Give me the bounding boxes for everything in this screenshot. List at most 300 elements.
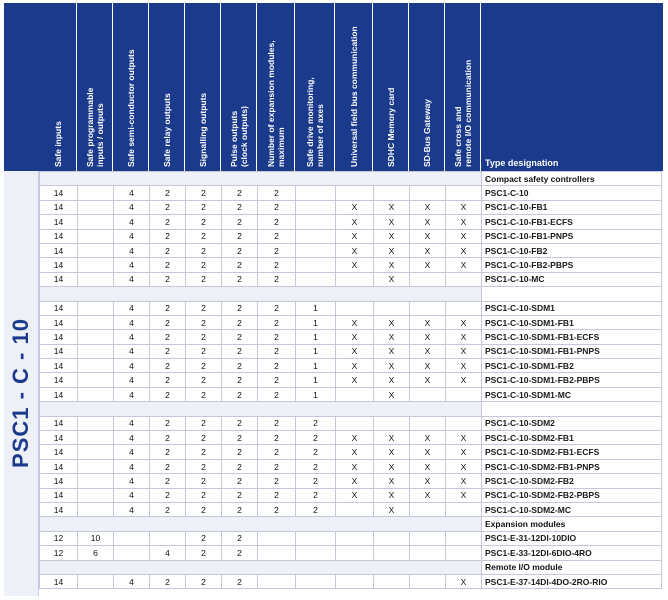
spacer-cell — [482, 287, 662, 301]
type-designation-cell: PSC1-E-33-12DI-6DIO-4RO — [482, 546, 662, 560]
type-designation-cell: PSC1-C-10-SDM2-FB1-ECFS — [482, 445, 662, 459]
table-cell: 4 — [114, 344, 150, 358]
table-cell: 4 — [114, 315, 150, 329]
table-cell — [410, 186, 446, 200]
table-cell — [446, 416, 482, 430]
table-cell: X — [374, 243, 410, 257]
table-cell — [296, 546, 336, 560]
table-cell: X — [374, 445, 410, 459]
table-cell: 4 — [114, 272, 150, 286]
table-cell: 2 — [258, 215, 296, 229]
spacer-row — [40, 402, 662, 416]
header-col-9 — [335, 3, 373, 171]
table-cell: 2 — [258, 459, 296, 473]
table-cell: 2 — [150, 200, 186, 214]
table-cell: 2 — [186, 272, 222, 286]
table-cell: 14 — [40, 574, 78, 588]
table-row — [40, 445, 662, 459]
table-cell: 14 — [40, 258, 78, 272]
table-cell: 2 — [222, 215, 258, 229]
table-cell: 2 — [150, 258, 186, 272]
table-cell — [78, 243, 114, 257]
table-cell: 2 — [186, 215, 222, 229]
table-cell: 4 — [114, 243, 150, 257]
table-cell: 2 — [222, 344, 258, 358]
table-cell: 14 — [40, 359, 78, 373]
table-cell — [78, 387, 114, 401]
table-cell: 2 — [150, 574, 186, 588]
header-col-label: SDHC Memory card — [385, 87, 396, 167]
table-row — [40, 215, 662, 229]
table-cell: X — [410, 243, 446, 257]
table-cell: 2 — [186, 546, 222, 560]
table-cell — [78, 373, 114, 387]
table-cell: 12 — [40, 531, 78, 545]
type-designation-cell: PSC1-C-10-SDM2-MC — [482, 502, 662, 516]
table-cell: 4 — [114, 574, 150, 588]
table-row — [40, 416, 662, 430]
table-cell: 4 — [114, 445, 150, 459]
table-cell — [296, 215, 336, 229]
table-cell: X — [446, 445, 482, 459]
type-designation-header: Type designation — [485, 158, 559, 168]
table-cell — [296, 243, 336, 257]
table-cell: 2 — [222, 474, 258, 488]
header-col-10 — [373, 3, 409, 171]
table-cell: 2 — [150, 272, 186, 286]
table-cell: X — [336, 200, 374, 214]
table-cell — [336, 531, 374, 545]
table-cell: 2 — [296, 416, 336, 430]
section-row — [40, 560, 662, 574]
table-cell: X — [336, 344, 374, 358]
table-cell: X — [336, 445, 374, 459]
table-cell: 2 — [186, 531, 222, 545]
table-cell: 1 — [296, 373, 336, 387]
spacer-row — [40, 287, 662, 301]
table-cell: X — [446, 344, 482, 358]
table-cell — [78, 229, 114, 243]
table-cell: X — [410, 215, 446, 229]
table-cell — [410, 502, 446, 516]
header-col-4 — [149, 3, 185, 171]
table-row — [40, 229, 662, 243]
table-cell — [296, 272, 336, 286]
table-cell: X — [374, 459, 410, 473]
table-cell: 2 — [258, 243, 296, 257]
type-designation-cell: PSC1-C-10-SDM2 — [482, 416, 662, 430]
table-cell — [446, 272, 482, 286]
table-cell: 2 — [150, 416, 186, 430]
table-cell: X — [446, 229, 482, 243]
header-col-3 — [113, 3, 149, 171]
table-cell: 2 — [222, 431, 258, 445]
header-col-6 — [221, 3, 257, 171]
table-cell: 14 — [40, 200, 78, 214]
table-cell: 2 — [222, 330, 258, 344]
table-cell — [410, 387, 446, 401]
table-cell — [410, 416, 446, 430]
table-cell: X — [374, 315, 410, 329]
table-cell: X — [410, 474, 446, 488]
table-cell: 2 — [296, 431, 336, 445]
table-cell — [114, 546, 150, 560]
table-cell: 2 — [150, 459, 186, 473]
table-cell: 4 — [114, 200, 150, 214]
table-cell: 2 — [222, 546, 258, 560]
table-cell: 2 — [186, 445, 222, 459]
table-cell: 2 — [186, 502, 222, 516]
table-cell: X — [410, 488, 446, 502]
data-grid — [39, 171, 662, 589]
table-cell: X — [374, 431, 410, 445]
table-cell: 2 — [222, 272, 258, 286]
table-row — [40, 373, 662, 387]
table-cell: 2 — [258, 445, 296, 459]
table-cell — [374, 574, 410, 588]
table-cell: 14 — [40, 459, 78, 473]
header-col-label: Signalling outputs — [197, 92, 208, 167]
table-cell — [336, 301, 374, 315]
table-cell: X — [336, 315, 374, 329]
table-cell: 2 — [258, 344, 296, 358]
table-cell: X — [374, 373, 410, 387]
header-col-2 — [77, 3, 113, 171]
type-designation-cell: PSC1-C-10-SDM1-MC — [482, 387, 662, 401]
table-cell: 14 — [40, 243, 78, 257]
spacer-cell — [40, 287, 482, 301]
table-cell: X — [336, 258, 374, 272]
header-col-label: Safe relay outputs — [161, 93, 172, 167]
table-cell: 4 — [114, 373, 150, 387]
table-cell: X — [446, 431, 482, 445]
table-cell: 2 — [222, 574, 258, 588]
table-cell: 1 — [296, 387, 336, 401]
table-cell: 2 — [150, 431, 186, 445]
header-col-12 — [445, 3, 481, 171]
header-col-5 — [185, 3, 221, 171]
table-cell: X — [410, 359, 446, 373]
table-row — [40, 431, 662, 445]
table-cell: X — [374, 330, 410, 344]
table-cell: 14 — [40, 344, 78, 358]
table-cell: 2 — [150, 243, 186, 257]
table-cell: 2 — [222, 502, 258, 516]
table-cell: 2 — [258, 258, 296, 272]
table-row — [40, 474, 662, 488]
table-row — [40, 301, 662, 315]
section-blank — [40, 560, 482, 574]
table-cell: X — [336, 474, 374, 488]
header-col-label: Safe drive monitoring, number of axes — [304, 77, 325, 167]
table-cell: 14 — [40, 431, 78, 445]
table-cell — [410, 546, 446, 560]
table-cell: X — [446, 330, 482, 344]
header-col-label: Safe semi-conductor outputs — [125, 49, 136, 167]
table-cell — [296, 574, 336, 588]
table-cell: X — [374, 258, 410, 272]
table-cell: 14 — [40, 387, 78, 401]
spacer-cell — [40, 402, 482, 416]
table-cell: 2 — [222, 229, 258, 243]
table-row — [40, 387, 662, 401]
table-cell: 2 — [186, 229, 222, 243]
table-cell: 2 — [150, 186, 186, 200]
type-designation-cell: PSC1-C-10-SDM1-FB1-ECFS — [482, 330, 662, 344]
type-designation-cell: PSC1-C-10-FB2-PBPS — [482, 258, 662, 272]
table-cell: 2 — [222, 387, 258, 401]
table-cell: 2 — [258, 315, 296, 329]
header-col-label: Safe programmable inputs / outputs — [84, 87, 105, 167]
table-cell: 2 — [258, 431, 296, 445]
table-cell: X — [446, 373, 482, 387]
table-cell — [258, 574, 296, 588]
table-cell — [336, 272, 374, 286]
table-cell: X — [446, 488, 482, 502]
table-cell — [374, 186, 410, 200]
table-cell: 2 — [222, 488, 258, 502]
table-cell: X — [446, 243, 482, 257]
table-cell: X — [410, 315, 446, 329]
table-cell: 2 — [150, 344, 186, 358]
table-cell: 2 — [186, 574, 222, 588]
table-row — [40, 459, 662, 473]
table-cell: 2 — [222, 243, 258, 257]
table-cell: 2 — [186, 330, 222, 344]
table-cell: 2 — [150, 301, 186, 315]
table-cell — [78, 272, 114, 286]
table-cell: X — [374, 229, 410, 243]
table-cell — [446, 301, 482, 315]
table-cell: 2 — [150, 215, 186, 229]
table-cell: 14 — [40, 416, 78, 430]
table-cell: X — [374, 488, 410, 502]
table-cell: 2 — [258, 416, 296, 430]
table-cell: X — [374, 387, 410, 401]
table-cell — [446, 531, 482, 545]
table-cell: 4 — [150, 546, 186, 560]
side-label: PSC1 - C - 10 — [8, 318, 33, 468]
table-cell — [336, 502, 374, 516]
table-cell — [258, 531, 296, 545]
table-cell: X — [336, 459, 374, 473]
table-cell — [336, 416, 374, 430]
table-cell — [78, 416, 114, 430]
table-cell — [78, 459, 114, 473]
table-row — [40, 359, 662, 373]
table-cell — [78, 315, 114, 329]
table-cell: X — [410, 330, 446, 344]
header-col-label: SD-Bus Gateway — [421, 98, 432, 167]
table-cell — [78, 258, 114, 272]
table-cell — [446, 502, 482, 516]
table-cell — [258, 546, 296, 560]
table-cell: 2 — [222, 258, 258, 272]
table-cell: X — [336, 330, 374, 344]
table-cell — [410, 272, 446, 286]
table-cell: 2 — [186, 488, 222, 502]
type-designation-cell: PSC1-C-10-SDM1-FB2-PBPS — [482, 373, 662, 387]
table-cell: 2 — [258, 301, 296, 315]
table-cell: X — [446, 574, 482, 588]
table-cell — [336, 387, 374, 401]
table-cell: 2 — [258, 200, 296, 214]
table-cell: 4 — [114, 387, 150, 401]
table-cell: 4 — [114, 258, 150, 272]
table-cell — [410, 531, 446, 545]
table-cell: X — [410, 258, 446, 272]
section-blank — [40, 172, 482, 186]
table-cell: 2 — [222, 459, 258, 473]
table-cell — [296, 200, 336, 214]
section-row — [40, 517, 662, 531]
table-cell: X — [410, 431, 446, 445]
table-cell — [296, 258, 336, 272]
table-cell: 14 — [40, 215, 78, 229]
table-cell: 4 — [114, 474, 150, 488]
type-designation-cell: PSC1-C-10-SDM2-FB2 — [482, 474, 662, 488]
table-cell — [78, 215, 114, 229]
table-cell — [336, 574, 374, 588]
header-col-label: Pulse outputs (clock outputs) — [228, 106, 249, 167]
side-band — [4, 171, 39, 596]
table-cell — [336, 186, 374, 200]
table-cell: X — [336, 229, 374, 243]
table-cell: 2 — [222, 200, 258, 214]
table-cell: 2 — [186, 301, 222, 315]
table-cell: X — [446, 459, 482, 473]
type-designation-cell: PSC1-C-10-FB1 — [482, 200, 662, 214]
table-cell: 4 — [114, 229, 150, 243]
type-designation-cell: PSC1-C-10-SDM2-FB1 — [482, 431, 662, 445]
table-cell: X — [336, 431, 374, 445]
type-designation-cell: PSC1-E-31-12DI-10DIO — [482, 531, 662, 545]
section-blank — [40, 517, 482, 531]
section-title: Remote I/O module — [482, 560, 662, 574]
table-cell: 14 — [40, 301, 78, 315]
table-cell — [410, 574, 446, 588]
table-cell — [78, 488, 114, 502]
table-cell: X — [336, 359, 374, 373]
table-cell: X — [446, 200, 482, 214]
table-cell: 2 — [186, 200, 222, 214]
table-cell: 2 — [150, 359, 186, 373]
table-row — [40, 272, 662, 286]
table-cell — [296, 229, 336, 243]
table-cell: 2 — [186, 359, 222, 373]
table-cell: 4 — [114, 416, 150, 430]
table-cell: X — [410, 445, 446, 459]
table-cell: 2 — [186, 416, 222, 430]
table-cell: 2 — [186, 431, 222, 445]
table-cell: 2 — [296, 459, 336, 473]
table-cell: X — [446, 474, 482, 488]
table-cell — [446, 546, 482, 560]
table-cell: 2 — [186, 459, 222, 473]
table-cell — [374, 301, 410, 315]
table-cell: 1 — [296, 330, 336, 344]
table-cell: 2 — [222, 416, 258, 430]
section-title: Expansion modules — [482, 517, 662, 531]
product-table — [4, 3, 663, 596]
table-cell: 2 — [222, 301, 258, 315]
table-cell — [78, 359, 114, 373]
table-cell: 2 — [150, 330, 186, 344]
table-cell: 2 — [186, 344, 222, 358]
table-cell — [78, 200, 114, 214]
table-cell: 4 — [114, 301, 150, 315]
table-cell: 1 — [296, 315, 336, 329]
table-cell: 12 — [40, 546, 78, 560]
table-cell: 2 — [186, 373, 222, 387]
type-designation-cell: PSC1-E-37-14DI-4DO-2RO-RIO — [482, 574, 662, 588]
type-designation-cell: PSC1-C-10-SDM2-FB1-PNPS — [482, 459, 662, 473]
table-cell: X — [336, 243, 374, 257]
table-cell: 2 — [296, 445, 336, 459]
table-cell: X — [410, 344, 446, 358]
type-designation-cell: PSC1-C-10-SDM1-FB1-PNPS — [482, 344, 662, 358]
table-cell: 2 — [222, 315, 258, 329]
table-cell: X — [374, 359, 410, 373]
table-row — [40, 502, 662, 516]
table-cell — [374, 546, 410, 560]
table-cell: X — [446, 359, 482, 373]
table-cell: X — [410, 200, 446, 214]
table-cell: 2 — [258, 272, 296, 286]
table-cell: 14 — [40, 330, 78, 344]
table-cell: 2 — [150, 488, 186, 502]
table-row — [40, 546, 662, 560]
table-row — [40, 315, 662, 329]
table-cell: 4 — [114, 186, 150, 200]
table-cell: 14 — [40, 474, 78, 488]
table-cell: 2 — [296, 488, 336, 502]
table-cell: 2 — [222, 531, 258, 545]
table-cell: 6 — [78, 546, 114, 560]
type-designation-cell: PSC1-C-10-SDM1 — [482, 301, 662, 315]
table-cell — [78, 301, 114, 315]
table-cell — [374, 416, 410, 430]
table-cell: 2 — [150, 445, 186, 459]
table-cell — [78, 330, 114, 344]
table-cell — [410, 301, 446, 315]
section-row — [40, 172, 662, 186]
table-cell: 2 — [186, 474, 222, 488]
table-cell — [78, 445, 114, 459]
table-cell: 14 — [40, 229, 78, 243]
table-cell: 2 — [222, 359, 258, 373]
table-cell: 4 — [114, 431, 150, 445]
table-cell: 4 — [114, 502, 150, 516]
table-cell — [336, 546, 374, 560]
table-cell: 2 — [222, 186, 258, 200]
table-cell: 2 — [150, 502, 186, 516]
table-cell: X — [410, 373, 446, 387]
table-row — [40, 200, 662, 214]
table-cell: X — [336, 215, 374, 229]
section-title: Compact safety controllers — [482, 172, 662, 186]
table-cell: X — [446, 258, 482, 272]
table-cell — [78, 186, 114, 200]
table-cell: 14 — [40, 502, 78, 516]
table-cell: X — [374, 272, 410, 286]
table-cell — [78, 574, 114, 588]
header-col-8 — [295, 3, 335, 171]
table-cell: 2 — [150, 315, 186, 329]
type-designation-cell: PSC1-C-10-MC — [482, 272, 662, 286]
table-cell: 14 — [40, 315, 78, 329]
table-cell — [78, 474, 114, 488]
